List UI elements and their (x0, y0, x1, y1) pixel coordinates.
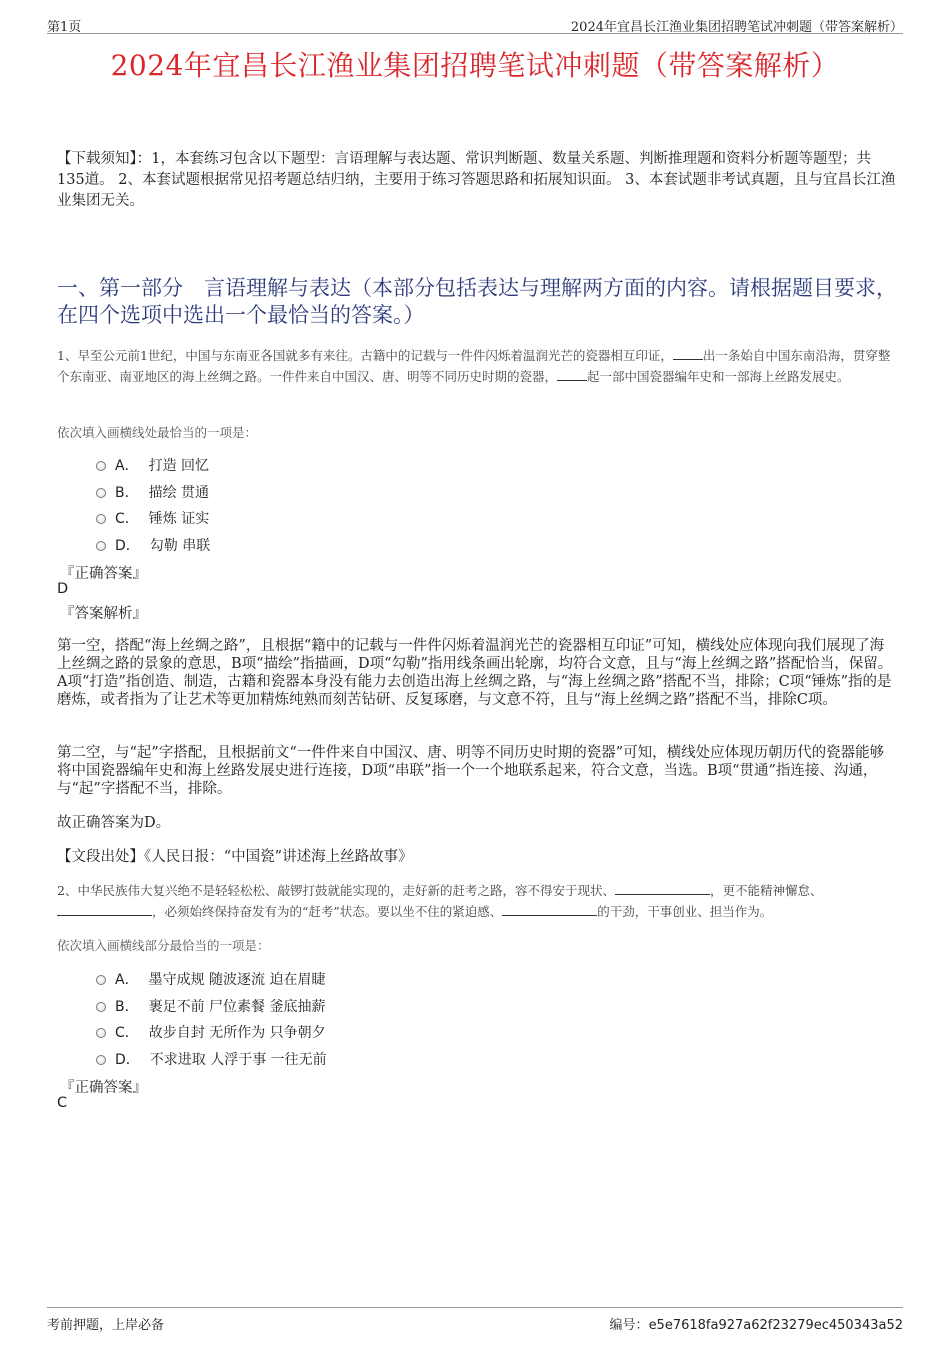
question-2-options (96, 966, 327, 1072)
analysis-label: 『答案解析』 (60, 606, 147, 622)
blank (557, 368, 587, 381)
analysis-paragraph-2: 第二空，与“起”字搭配，且根据前文“一件件来自中国汉、唐、明等不同历史时期的瓷器”可知，横线处应体现历朝历代的瓷器能够将中国瓷器编年史和海上丝路发展史进行连接，D项“串联”指一个一个地联系起来，符合文意，当选。B项“贯通”指连接、沟通，与“起”字搭配不当，排除。 (57, 745, 885, 797)
page-header (47, 14, 903, 34)
question-1-stem: 1、早至公元前1世纪，中国与东南亚各国就多有来往。古籍中的记载与一件件闪烁着温润光芒的瓷器相互印证， 出一条始自中国东南沿海，贯穿整个东南亚、南亚地区的海上丝绸之路。一件件来自中国汉、唐、明等不同历史时期的瓷器， 起一部中国瓷器编年史和一部海上丝路发展史。 (57, 348, 891, 384)
answer-value: C (57, 1095, 68, 1111)
question-2-prompt: 依次填入画横线部分最恰当的一项是： (57, 938, 270, 953)
page-number: 第1页 (47, 20, 82, 35)
radio-icon[interactable] (96, 541, 106, 551)
option-c[interactable]: C． 故步自封 无所作为 只争朝夕 (96, 1019, 327, 1046)
option-a[interactable]: A． 打造 回忆 (96, 452, 210, 479)
answer-label: 『正确答案』 (60, 566, 147, 582)
radio-icon[interactable] (96, 461, 106, 471)
blank (502, 903, 597, 916)
answer-value: D (57, 581, 69, 597)
footer-code: 编号：e5e7618fa927a62f23279ec450343a52 (609, 1318, 903, 1333)
page-footer (47, 1307, 903, 1337)
answer-label: 『正确答案』 (60, 1080, 147, 1096)
option-a[interactable]: A． 墨守成规 随波逐流 迫在眉睫 (96, 966, 327, 993)
blank (57, 903, 152, 916)
question-1-prompt: 依次填入画横线处最恰当的一项是： (57, 425, 258, 440)
option-b[interactable]: B． 描绘 贯通 (96, 479, 210, 506)
option-b[interactable]: B． 裹足不前 尸位素餐 釜底抽薪 (96, 993, 327, 1020)
blank (673, 347, 703, 360)
document-title: 2024年宜昌长江渔业集团招聘笔试冲刺题（带答案解析） (110, 49, 840, 82)
download-notice: 【下载须知】：1，本套练习包含以下题型：言语理解与表达题、常识判断题、数量关系题、判断推理题和资料分析题等题型；共135道。 2、本套试题根据常见招考题总结归纳，主要用于练习答题思路和拓展知识面。 3、本套试题非考试真题，且与宜昌长江渔业集团无关。 (57, 151, 896, 209)
option-d[interactable]: D． 勾勒 串联 (96, 532, 210, 559)
question-2-stem: 2、中华民族伟大复兴绝不是轻轻松松、敲锣打鼓就能实现的，走好新的赶考之路，容不得安于现状、 ，更不能精神懈怠、，必须始终保持奋发有为的“赶考”状态。要以坐不住的紧迫感、 的干劲，干事创业、担当作为。 (57, 883, 823, 919)
radio-icon[interactable] (96, 1055, 106, 1065)
radio-icon[interactable] (96, 975, 106, 985)
radio-icon[interactable] (96, 1028, 106, 1038)
source-citation: 【文段出处】《人民日报：“中国瓷”讲述海上丝路故事》 (57, 849, 413, 865)
blank (615, 882, 710, 895)
header-doc-title: 2024年宜昌长江渔业集团招聘笔试冲刺题（带答案解析） (570, 20, 903, 35)
radio-icon[interactable] (96, 514, 106, 524)
footer-slogan: 考前押题，上岸必备 (47, 1318, 165, 1333)
option-d[interactable]: D． 不求进取 人浮于事 一往无前 (96, 1046, 327, 1073)
option-c[interactable]: C． 锤炼 证实 (96, 505, 210, 532)
section-title: 一、第一部分 言语理解与表达（本部分包括表达与理解两方面的内容。请根据题目要求，在四个选项中选出一个最恰当的答案。） (57, 276, 897, 327)
radio-icon[interactable] (96, 488, 106, 498)
question-1-options (96, 452, 210, 558)
radio-icon[interactable] (96, 1002, 106, 1012)
analysis-paragraph-1: 第一空，搭配“海上丝绸之路”，且根据“籍中的记载与一件件闪烁着温润光芒的瓷器相互印证”可知，横线处应体现向我们展现了海上丝绸之路的景象的意思，B项“描绘”指描画，D项“勾勒”指用线条画出轮廓，均符合文意，且与“海上丝绸之路”搭配恰当，保留。A项“打造”指创造、制造，古籍和瓷器本身没有能力去创造出海上丝绸之路，与“海上丝绸之路”搭配不当，排除；C项“锤炼”指的是磨炼，或者指为了让艺术等更加精炼纯熟而刻苦钻研、反复琢磨，与文意不符，且与“海上丝绸之路”搭配不当，排除C项。 (57, 638, 893, 708)
analysis-conclusion: 故正确答案为D。 (57, 815, 171, 831)
